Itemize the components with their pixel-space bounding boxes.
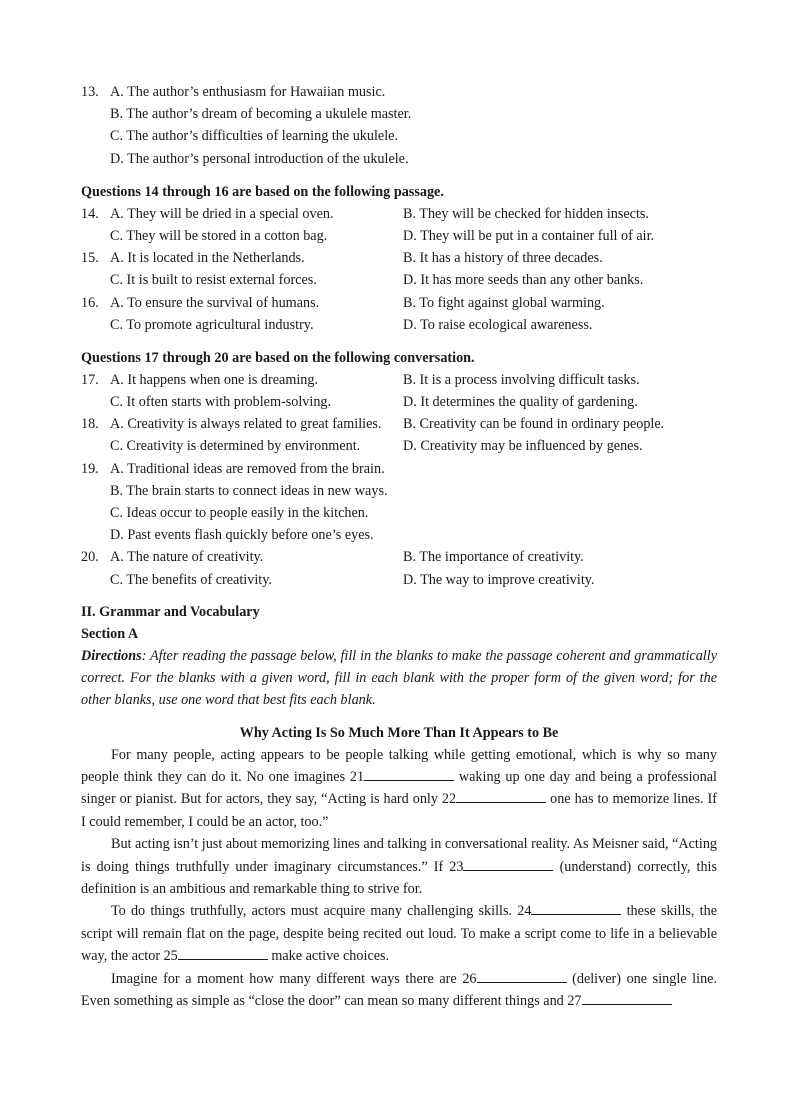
option-d[interactable]: D. Creativity may be influenced by genes. (403, 438, 643, 455)
option-d[interactable]: D. They will be put in a container full of air. (403, 227, 655, 244)
question-number: 16. (81, 294, 99, 311)
question-13 (81, 81, 717, 103)
option-a[interactable]: A. They will be dried in a special oven. (110, 205, 334, 222)
option-b[interactable]: B. It is a process involving difficult tasks. (403, 371, 640, 388)
directions-text: : After reading the passage below, fill in the blanks to make the passage coherent and grammatically correct. For the blanks with a given word, fill in each blank with the proper form of the given word; for the other blanks, use one word that best fits each blank. (81, 647, 717, 709)
option-b[interactable]: B. The importance of creativity. (403, 549, 584, 566)
question-15 (81, 247, 717, 269)
question-number: 18. (81, 416, 99, 433)
option-a[interactable]: A. Creativity is always related to great families. (110, 416, 382, 433)
question-number: 14. (81, 205, 99, 222)
blank-22[interactable] (456, 788, 546, 803)
option-a[interactable]: A. The author’s enthusiasm for Hawaiian music. (110, 84, 386, 100)
option-b[interactable]: B. It has a history of three decades. (403, 250, 603, 267)
option-b[interactable]: B. They will be checked for hidden insects. (403, 205, 649, 222)
question-number: 13. (81, 84, 99, 100)
blank-24[interactable] (531, 900, 621, 915)
passage-title: Why Acting Is So Much More Than It Appears to Be (239, 724, 559, 741)
question-14 (81, 203, 717, 225)
question-16 (81, 292, 717, 314)
question-number: 17. (81, 371, 99, 388)
option-d[interactable]: D. It has more seeds than any other banks. (403, 272, 644, 289)
question-18 (81, 413, 717, 435)
option-d[interactable]: D. To raise ecological awareness. (403, 316, 593, 333)
option-c[interactable]: C. It often starts with problem-solving. (110, 394, 332, 411)
question-17 (81, 369, 717, 391)
question-number: 19. (81, 460, 99, 477)
option-d[interactable]: D. The way to improve creativity. (403, 571, 595, 588)
passage-paragraph-3: To do things truthfully, actors must acquire many challenging skills. 24 these skills, the script will remain flat on the page, despite being recited out loud. To make a script come to life in a believable way, the actor 25 make active choices. (81, 900, 717, 967)
option-b[interactable]: B. The brain starts to connect ideas in new ways. (110, 482, 388, 499)
option-c[interactable]: C. To promote agricultural industry. (110, 316, 314, 333)
option-c[interactable]: C. The author’s difficulties of learning the ukulele. (110, 128, 399, 145)
option-a[interactable]: A. Traditional ideas are removed from the brain. (110, 460, 385, 477)
option-a[interactable]: A. The nature of creativity. (110, 549, 264, 566)
option-b[interactable]: B. Creativity can be found in ordinary people. (403, 416, 665, 433)
option-d[interactable]: D. The author’s personal introduction of the ukulele. (110, 150, 409, 167)
option-a[interactable]: A. It happens when one is dreaming. (110, 371, 319, 388)
option-c[interactable]: C. The benefits of creativity. (110, 571, 272, 588)
question-20 (81, 546, 717, 568)
option-b[interactable]: B. To fight against global warming. (403, 294, 605, 311)
option-d[interactable]: D. It determines the quality of gardening. (403, 394, 638, 411)
exam-page (81, 81, 717, 1013)
option-c[interactable]: C. Creativity is determined by environment. (110, 438, 361, 455)
option-c[interactable]: C. It is built to resist external forces. (110, 272, 317, 289)
question-number: 20. (81, 549, 99, 566)
blank-21[interactable] (364, 766, 454, 781)
question-19 (81, 458, 717, 480)
blank-23[interactable] (463, 856, 553, 871)
option-d[interactable]: D. Past events flash quickly before one’s eyes. (110, 527, 374, 544)
blank-25[interactable] (178, 945, 268, 960)
section-heading-17-20: Questions 17 through 20 are based on the following conversation. (81, 349, 475, 366)
blank-26[interactable] (477, 968, 567, 983)
question-number: 15. (81, 250, 99, 267)
passage-paragraph-1: For many people, acting appears to be people talking while getting emotional, which is why so many people think they can do it. No one imagines 21 waking up one day and being a professional singer or pianist. But for actors, they say, “Acting is hard only 22 one has to memorize lines. If I could remember, I could be an actor, too.” (81, 746, 717, 830)
section-heading-14-16: Questions 14 through 16 are based on the following passage. (81, 183, 444, 200)
option-c[interactable]: C. They will be stored in a cotton bag. (110, 227, 328, 244)
directions (81, 645, 717, 712)
option-c[interactable]: C. Ideas occur to people easily in the kitchen. (110, 505, 369, 521)
section-a-title: Section A (81, 625, 139, 642)
option-a[interactable]: A. It is located in the Netherlands. (110, 250, 305, 267)
section-ii-title: II. Grammar and Vocabulary (81, 603, 260, 620)
option-a[interactable]: A. To ensure the survival of humans. (110, 294, 320, 311)
option-b[interactable]: B. The author’s dream of becoming a ukulele master. (110, 106, 412, 123)
blank-27[interactable] (582, 990, 672, 1005)
directions-label: Directions (81, 647, 142, 664)
passage-paragraph-4: Imagine for a moment how many different ways there are 26 (deliver) one single line. Even something as simple as “close the door” can mean so many different things and 27 (81, 968, 717, 1013)
passage-paragraph-2: But acting isn’t just about memorizing lines and talking in conversational reality. As Meisner said, “Acting is doing things truthfully under imaginary circumstances.” If 23 (understand) correctly, this definition is an ambitious and remarkable thing to strive for. (81, 836, 718, 898)
